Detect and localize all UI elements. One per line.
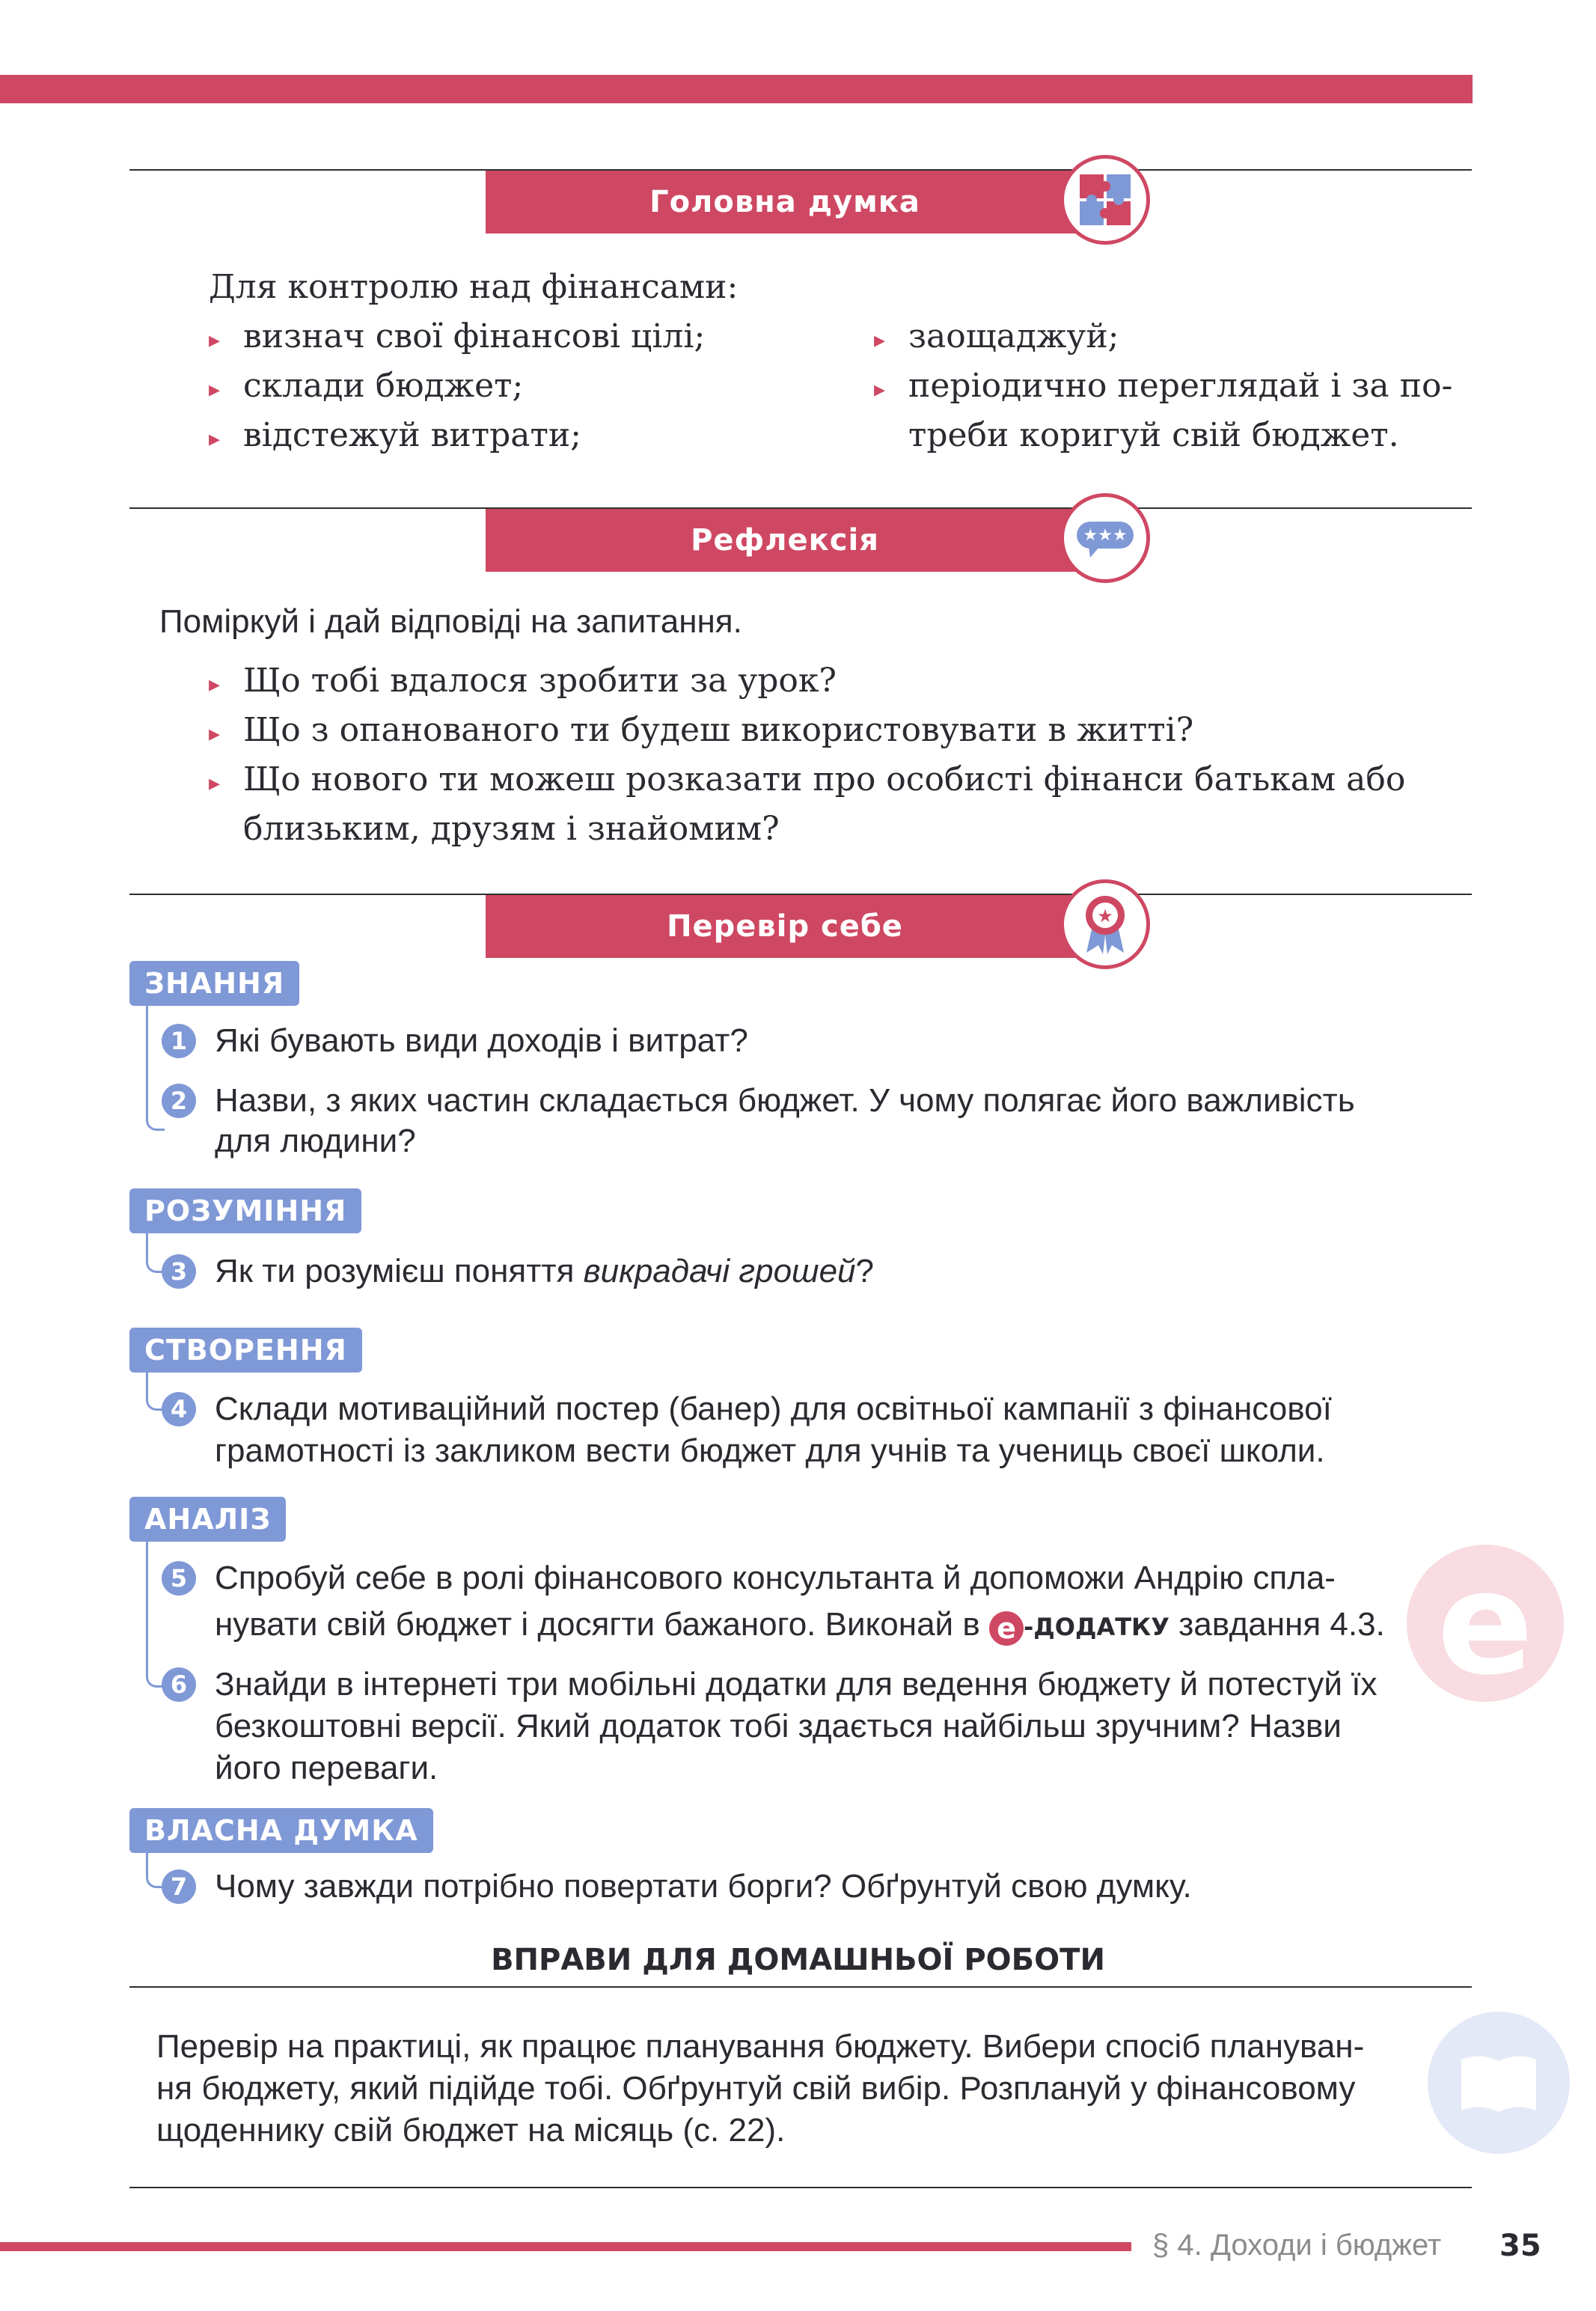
list-item (209, 711, 220, 749)
bullet-icon: ▸ (874, 376, 886, 403)
list-item-text: періодично переглядай і за по- (908, 367, 1453, 405)
group-bracket (146, 1539, 165, 1688)
reflection-banner (486, 509, 1084, 572)
book-icon (1428, 2012, 1570, 2154)
term-italic: викрадачі грошей (583, 1253, 856, 1289)
question-number: 5 (162, 1561, 196, 1596)
question-text: Назви, з яких частин складається бюджет. У чому полягає його важливість (215, 1082, 1355, 1119)
list-item-text: склади бюджет; (243, 367, 524, 405)
list-item (209, 662, 220, 700)
bullet-icon: ▸ (874, 327, 886, 353)
footer-accent-bar (0, 2242, 1131, 2251)
puzzle-icon (1060, 155, 1150, 245)
homework-text: ня бюджету, який підійде тобі. Обґрунтуй свій вибір. Розплануй у фінансовому (156, 2070, 1356, 2107)
list-item-text: Що нового ти можеш розказати про особисті фінанси батькам або (243, 760, 1406, 799)
list-item-text: Що тобі вдалося зробити за урок? (243, 662, 837, 700)
homework-text: Перевір на практиці, як працює планування бюджету. Вибери спосіб плануван- (156, 2028, 1365, 2065)
bullet-icon: ▸ (209, 721, 221, 747)
list-item-text: визнач свої фінансові цілі; (243, 317, 706, 355)
svg-text:★★★: ★★★ (1083, 526, 1128, 545)
list-item (209, 317, 220, 355)
group-bracket (146, 1003, 165, 1131)
list-item-text: близьким, друзям і знайомим? (243, 810, 780, 848)
question-number: 7 (162, 1869, 196, 1904)
e-addon-label: -ДОДАТКУ (1023, 1613, 1170, 1641)
question-text: Як ти розумієш поняття викрадачі грошей? (215, 1253, 874, 1289)
bullet-icon: ▸ (209, 426, 221, 452)
page-number: 35 (1499, 2229, 1541, 2263)
tag-creation: СТВОРЕННЯ (129, 1328, 362, 1373)
question-text: Чому завжди потрібно повертати борги? Обґрунтуй свою думку. (215, 1868, 1192, 1905)
question-text: безкоштовні версії. Який додаток тобі здається найбільш зручним? Назви (215, 1708, 1342, 1744)
main-idea-banner (486, 171, 1084, 233)
bullet-icon: ▸ (209, 376, 221, 403)
homework-text: щоденнику свій бюджет на місяць (с. 22). (156, 2112, 786, 2149)
footer-section-title: § 4. Доходи і бюджет (1152, 2229, 1442, 2262)
bullet-icon: ▸ (209, 327, 221, 353)
bottom-divider (129, 2187, 1472, 2188)
e-watermark-icon: е (1407, 1545, 1564, 1702)
list-item-text: відстежуй витрати; (243, 416, 581, 454)
question-number: 6 (162, 1667, 196, 1702)
main-idea-title: Головна думка (649, 185, 920, 219)
question-text: нувати свій бюджет і досягти бажаного. Виконай в е -ДОДАТКУ завдання 4.3. (215, 1606, 1385, 1645)
list-item (209, 760, 220, 799)
question-text: для людини? (215, 1123, 416, 1159)
list-item (874, 317, 885, 355)
question-text: Спробуй себе в ролі фінансового консультанта й допоможи Андрію спла- (215, 1560, 1336, 1596)
question-number: 2 (162, 1084, 196, 1118)
bullet-icon: ▸ (209, 671, 221, 697)
speech-bubble-icon (1060, 493, 1150, 583)
self-check-banner (486, 895, 1084, 958)
question-text: грамотності із закликом вести бюджет для учнів та учениць своєї школи. (215, 1432, 1325, 1469)
question-number: 3 (162, 1254, 196, 1289)
question-number: 4 (162, 1392, 196, 1426)
list-item (874, 367, 885, 405)
self-check-title: Перевір себе (667, 909, 903, 944)
reflection-title: Рефлексія (691, 523, 879, 558)
tag-understanding: РОЗУМІННЯ (129, 1188, 361, 1233)
list-item (209, 367, 220, 405)
tag-knowledge: ЗНАННЯ (129, 961, 299, 1006)
list-item-text: заощаджуй; (908, 317, 1119, 355)
homework-title: ВПРАВИ ДЛЯ ДОМАШНЬОЇ РОБОТИ (491, 1943, 1105, 1977)
question-number: 1 (162, 1024, 196, 1058)
list-item-text: треби коригуй свій бюджет. (908, 416, 1399, 454)
top-accent-bar (0, 75, 1473, 103)
e-addon-badge-icon: е (989, 1611, 1024, 1646)
tag-own-opinion: ВЛАСНА ДУМКА (129, 1808, 433, 1853)
list-item (209, 416, 220, 454)
question-text: Які бувають види доходів і витрат? (215, 1022, 748, 1059)
award-ribbon-icon (1060, 879, 1150, 969)
tag-analysis: АНАЛІЗ (129, 1497, 286, 1542)
bullet-icon: ▸ (209, 770, 221, 796)
question-text: його переваги. (215, 1750, 438, 1786)
section-divider (129, 1986, 1472, 1988)
reflection-intro: Поміркуй і дай відповіді на запитання. (159, 603, 742, 640)
main-idea-intro: Для контролю над фінансами: (209, 268, 739, 306)
list-item-text: Що з опанованого ти будеш використовувати в житті? (243, 711, 1194, 749)
svg-text:★: ★ (1097, 906, 1113, 926)
question-text: Склади мотиваційний постер (банер) для освітньої кампанії з фінансової (215, 1390, 1332, 1427)
question-text: Знайди в інтернеті три мобільні додатки для ведення бюджету й потестуй їх (215, 1666, 1378, 1703)
